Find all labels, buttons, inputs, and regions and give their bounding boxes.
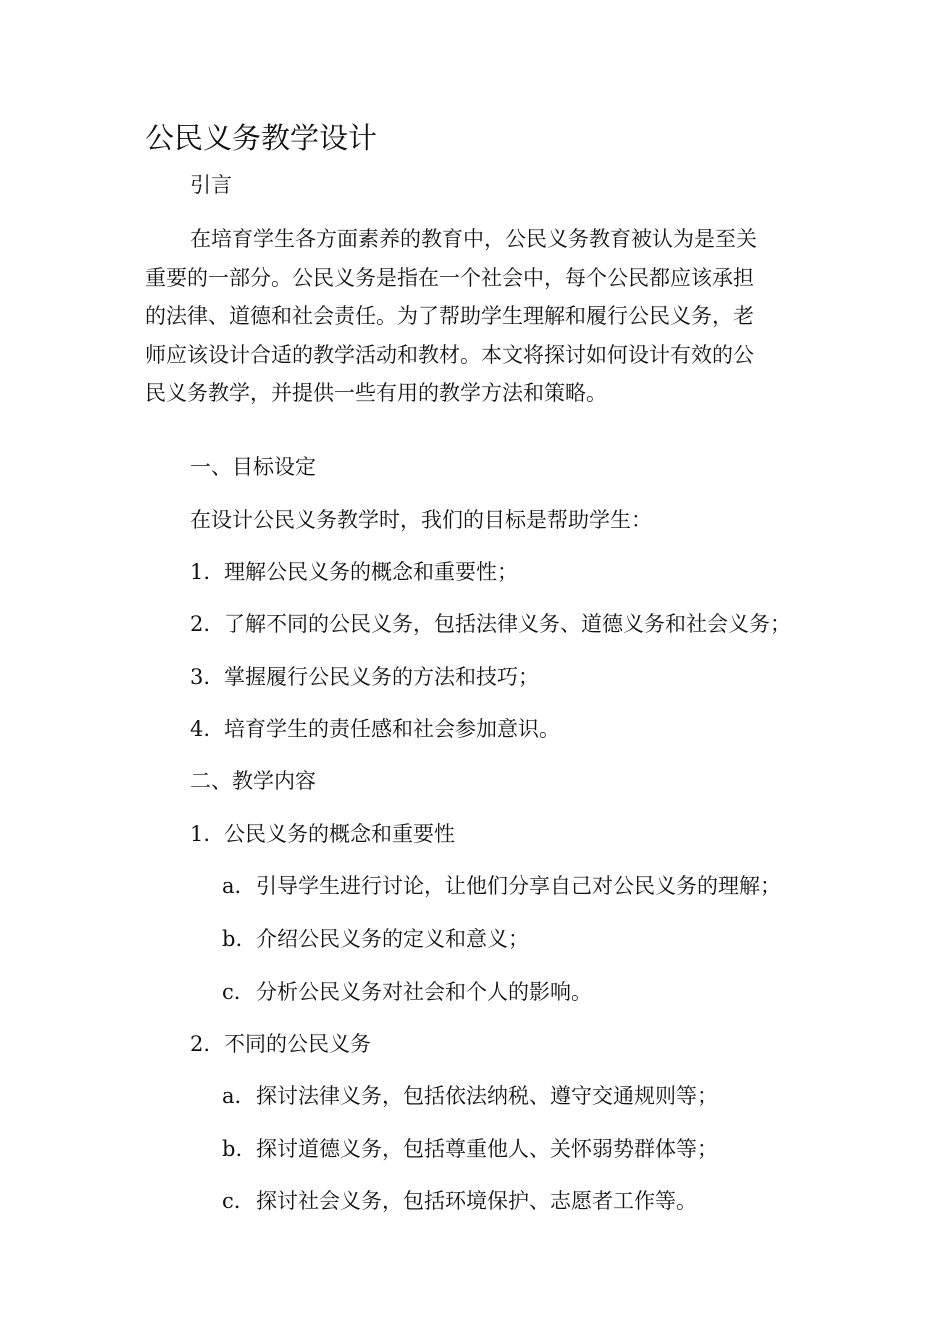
sub-mark: b. — [222, 927, 243, 951]
paragraph-line: 重要的一部分。公民义务是指在一个社会中，每个公民都应该承担 — [145, 265, 754, 290]
intro-heading: 引言 — [190, 173, 232, 197]
sub-item — [222, 926, 529, 952]
list-item — [190, 664, 539, 690]
section1-heading: 一、目标设定 — [190, 455, 316, 479]
list-number: 1. — [190, 560, 211, 584]
sub-item-text: 引导学生进行讨论，让他们分享自己对公民义务的理解； — [256, 874, 781, 898]
topic-number: 2. — [190, 1032, 211, 1056]
list-item — [190, 716, 560, 742]
topic-number: 1. — [190, 822, 211, 846]
list-item-text: 培育学生的责任感和社会参加意识。 — [224, 717, 560, 741]
section1-lead: 在设计公民义务教学时，我们的目标是帮助学生： — [190, 508, 652, 532]
topic-text: 不同的公民义务 — [224, 1032, 371, 1056]
sub-mark: c. — [222, 1189, 241, 1213]
paragraph-line: 民义务教学，并提供一些有用的教学方法和策略。 — [145, 381, 607, 405]
sub-item-text: 探讨法律义务，包括依法纳税、遵守交通规则等； — [256, 1084, 718, 1108]
sub-item-text: 探讨道德义务，包括尊重他人、关怀弱势群体等； — [256, 1137, 718, 1161]
sub-mark: a. — [222, 1084, 242, 1108]
paragraph-line: 在培育学生各方面素养的教育中，公民义务教育被认为是至关 — [190, 227, 757, 251]
document-title: 公民义务教学设计 — [145, 121, 378, 155]
list-number: 2. — [190, 612, 211, 636]
intro-paragraph — [145, 220, 805, 413]
list-number: 3. — [190, 665, 211, 689]
paragraph-line: 师应该设计合适的教学活动和教材。本文将探讨如何设计有效的公 — [145, 342, 754, 367]
sub-item-text: 分析公民义务对社会和个人的影响。 — [256, 980, 592, 1004]
sub-item — [222, 1136, 718, 1162]
topic-text: 公民义务的概念和重要性 — [224, 822, 455, 846]
list-number: 4. — [190, 717, 211, 741]
sub-item — [222, 873, 781, 899]
sub-item — [222, 979, 592, 1005]
topic-item — [190, 1031, 371, 1057]
topic-item — [190, 821, 455, 847]
list-item-text: 了解不同的公民义务，包括法律义务、道德义务和社会义务； — [224, 612, 791, 636]
sub-mark: a. — [222, 874, 242, 898]
list-item — [190, 611, 791, 637]
sub-item — [222, 1188, 697, 1214]
sub-item — [222, 1083, 718, 1109]
sub-item-text: 介绍公民义务的定义和意义； — [256, 927, 529, 951]
list-item-text: 掌握履行公民义务的方法和技巧； — [224, 665, 539, 689]
paragraph-line: 的法律、道德和社会责任。为了帮助学生理解和履行公民义务，老 — [145, 304, 754, 328]
sub-mark: b. — [222, 1137, 243, 1161]
sub-item-text: 探讨社会义务，包括环境保护、志愿者工作等。 — [256, 1189, 697, 1213]
sub-mark: c. — [222, 980, 241, 1004]
section2-heading: 二、教学内容 — [190, 769, 316, 793]
list-item — [190, 559, 518, 585]
list-item-text: 理解公民义务的概念和重要性； — [224, 560, 518, 584]
